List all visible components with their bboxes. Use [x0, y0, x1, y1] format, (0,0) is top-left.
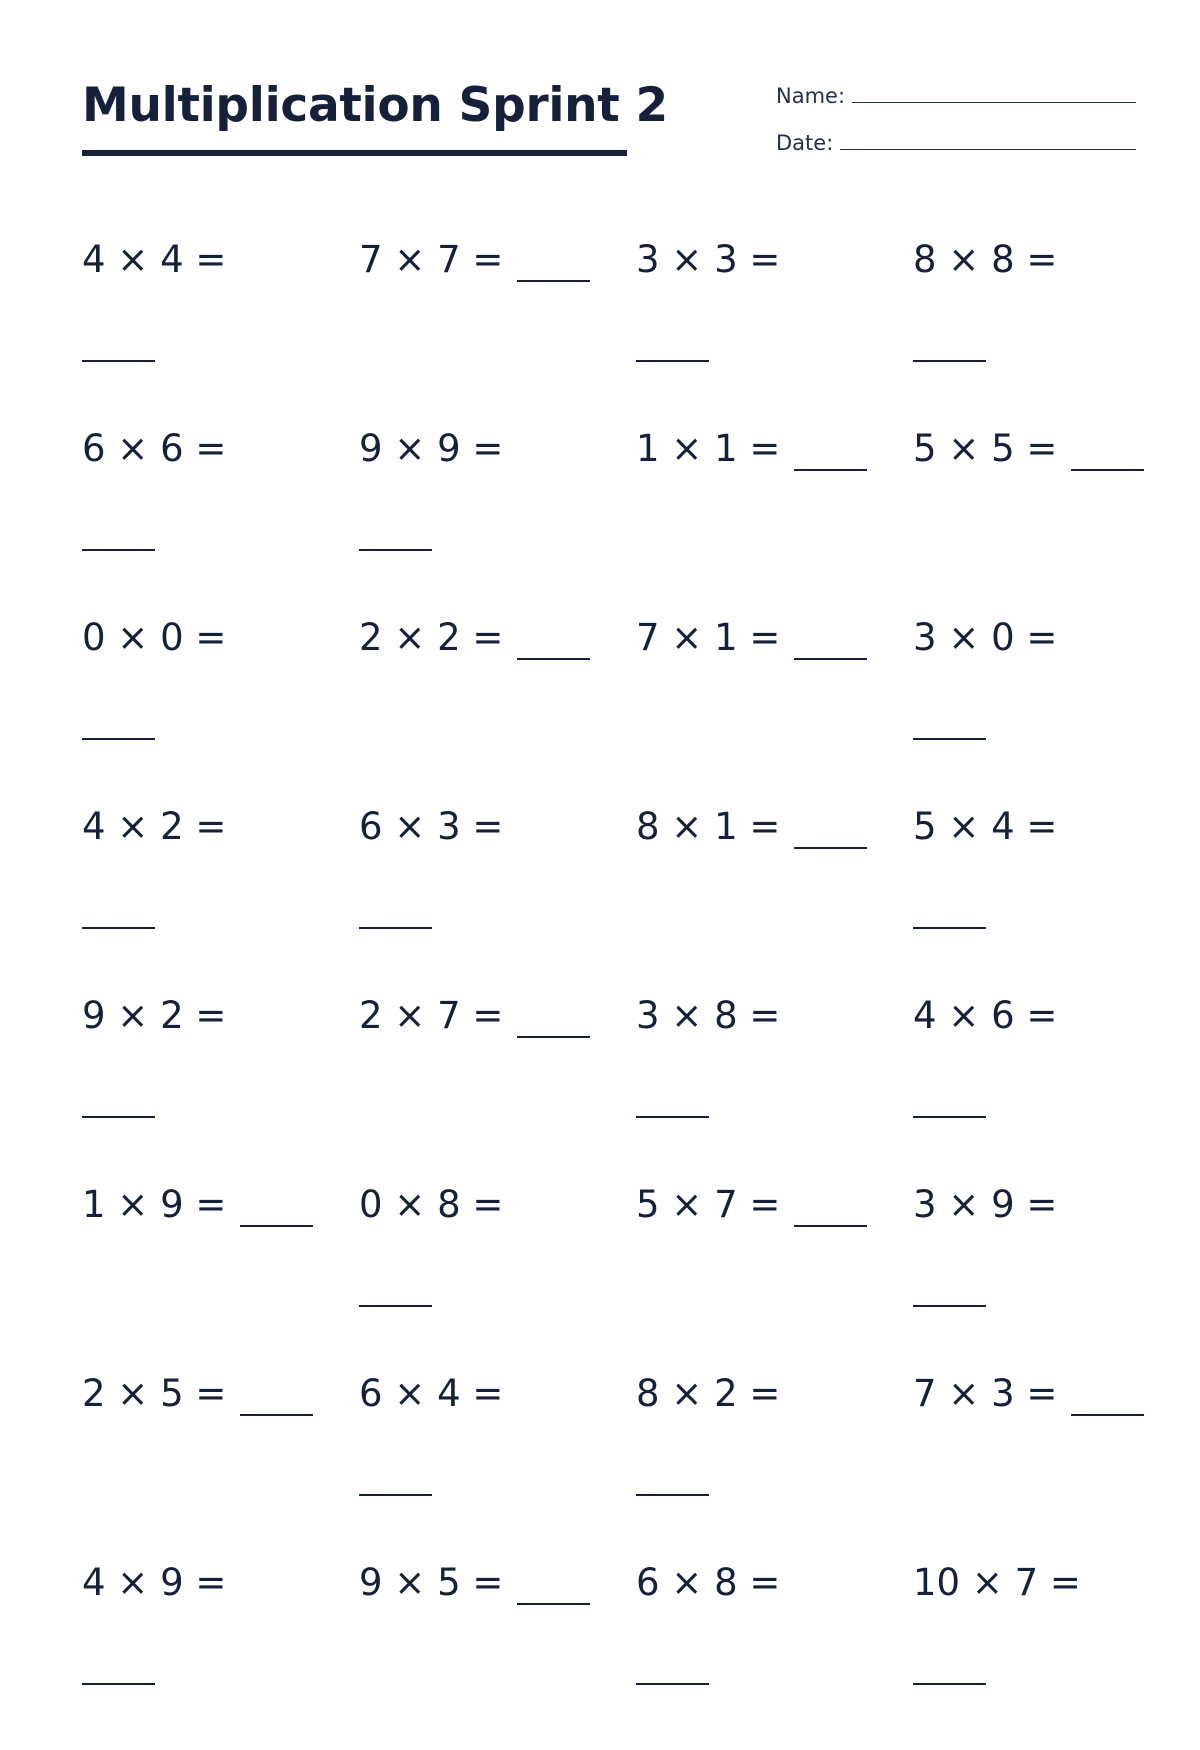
- problem: [82, 805, 322, 929]
- answer-blank[interactable]: [82, 897, 155, 929]
- answer-blank[interactable]: [240, 1195, 313, 1227]
- problem-cell: [359, 994, 599, 1144]
- answer-blank[interactable]: [913, 1653, 986, 1685]
- problem-row: [82, 805, 1142, 994]
- name-field[interactable]: [852, 82, 1136, 103]
- problem-cell: [636, 427, 876, 577]
- answer-blank[interactable]: [82, 519, 155, 551]
- problem-expression: 2 × 7 =: [359, 994, 504, 1037]
- problem-cell: [636, 1183, 876, 1333]
- problem-expression: 7 × 1 =: [636, 616, 781, 659]
- date-field[interactable]: [840, 129, 1136, 150]
- student-info: [776, 82, 1136, 176]
- problem: [636, 1183, 876, 1227]
- problem-cell: [359, 1372, 599, 1522]
- problem-row: [82, 427, 1142, 616]
- answer-blank[interactable]: [517, 1573, 590, 1605]
- problem-cell: [82, 994, 322, 1144]
- answer-blank[interactable]: [82, 1086, 155, 1118]
- problem-cell: [636, 238, 876, 388]
- problem-expression: 5 × 7 =: [636, 1183, 781, 1226]
- answer-blank[interactable]: [517, 250, 590, 282]
- problem-cell: [82, 1183, 322, 1333]
- problem-cell: [82, 238, 322, 388]
- answer-blank[interactable]: [1071, 1384, 1144, 1416]
- problem: [636, 238, 876, 362]
- date-row: [776, 129, 1136, 176]
- problem-expression: 1 × 9 =: [82, 1183, 227, 1226]
- problem-cell: [913, 1183, 1153, 1333]
- problem-cell: [636, 1561, 876, 1711]
- problem: [82, 1183, 322, 1227]
- problem-cell: [636, 1372, 876, 1522]
- problem-row: [82, 1372, 1142, 1561]
- answer-blank[interactable]: [1071, 439, 1144, 471]
- answer-blank[interactable]: [913, 708, 986, 740]
- problem-expression: 9 × 9 =: [359, 427, 504, 470]
- answer-blank[interactable]: [240, 1384, 313, 1416]
- problem: [82, 1561, 322, 1685]
- problem-expression: 7 × 7 =: [359, 238, 504, 281]
- problem: [913, 427, 1153, 471]
- problem-cell: [636, 994, 876, 1144]
- answer-blank[interactable]: [794, 1195, 867, 1227]
- answer-blank[interactable]: [913, 1275, 986, 1307]
- answer-blank[interactable]: [636, 1464, 709, 1496]
- problem-expression: 3 × 9 =: [913, 1183, 1058, 1226]
- problem-row: [82, 238, 1142, 427]
- problem-expression: 3 × 8 =: [636, 994, 781, 1037]
- problem-expression: 4 × 6 =: [913, 994, 1058, 1037]
- problem-expression: 2 × 2 =: [359, 616, 504, 659]
- problem-cell: [913, 1561, 1153, 1711]
- problem-expression: 9 × 5 =: [359, 1561, 504, 1604]
- problem-expression: 0 × 0 =: [82, 616, 227, 659]
- problem-expression: 9 × 2 =: [82, 994, 227, 1037]
- problem-cell: [913, 427, 1153, 577]
- problem: [82, 238, 322, 362]
- problem: [913, 1372, 1153, 1416]
- problem-expression: 6 × 4 =: [359, 1372, 504, 1415]
- problem-expression: 4 × 9 =: [82, 1561, 227, 1604]
- problem-cell: [359, 238, 599, 388]
- problem-row: [82, 1183, 1142, 1372]
- answer-blank[interactable]: [82, 1653, 155, 1685]
- problem-grid: [82, 238, 1142, 1750]
- problem-cell: [82, 1372, 322, 1522]
- problem: [636, 1372, 876, 1496]
- problem-cell: [636, 805, 876, 955]
- problem: [636, 805, 876, 849]
- answer-blank[interactable]: [636, 1653, 709, 1685]
- problem-expression: 10 × 7 =: [913, 1561, 1081, 1604]
- problem: [359, 427, 599, 551]
- problem: [913, 238, 1153, 362]
- problem: [82, 427, 322, 551]
- problem: [913, 1183, 1153, 1307]
- answer-blank[interactable]: [636, 1086, 709, 1118]
- answer-blank[interactable]: [913, 330, 986, 362]
- problem: [359, 994, 599, 1038]
- problem-cell: [359, 427, 599, 577]
- problem: [913, 994, 1153, 1118]
- problem-cell: [913, 238, 1153, 388]
- problem-row: [82, 994, 1142, 1183]
- problem-expression: 2 × 5 =: [82, 1372, 227, 1415]
- problem-expression: 0 × 8 =: [359, 1183, 504, 1226]
- problem: [636, 427, 876, 471]
- problem-row: [82, 1561, 1142, 1750]
- answer-blank[interactable]: [359, 1464, 432, 1496]
- worksheet-title: Multiplication Sprint 2: [82, 78, 668, 133]
- answer-blank[interactable]: [913, 897, 986, 929]
- problem-cell: [359, 616, 599, 766]
- problem: [913, 805, 1153, 929]
- problem: [913, 616, 1153, 740]
- problem-expression: 8 × 2 =: [636, 1372, 781, 1415]
- problem-row: [82, 616, 1142, 805]
- problem-expression: 3 × 3 =: [636, 238, 781, 281]
- answer-blank[interactable]: [794, 439, 867, 471]
- problem-cell: [82, 427, 322, 577]
- problem-cell: [82, 805, 322, 955]
- problem-cell: [913, 616, 1153, 766]
- answer-blank[interactable]: [794, 628, 867, 660]
- answer-blank[interactable]: [517, 1006, 590, 1038]
- problem-cell: [913, 805, 1153, 955]
- problem-expression: 5 × 4 =: [913, 805, 1058, 848]
- problem-cell: [636, 616, 876, 766]
- answer-blank[interactable]: [82, 708, 155, 740]
- problem-expression: 6 × 6 =: [82, 427, 227, 470]
- answer-blank[interactable]: [359, 1275, 432, 1307]
- problem-cell: [913, 1372, 1153, 1522]
- problem-cell: [82, 616, 322, 766]
- answer-blank[interactable]: [636, 330, 709, 362]
- problem-expression: 7 × 3 =: [913, 1372, 1058, 1415]
- problem-cell: [913, 994, 1153, 1144]
- problem-cell: [359, 1183, 599, 1333]
- problem: [82, 994, 322, 1118]
- date-label: Date:: [776, 131, 834, 155]
- problem-expression: 5 × 5 =: [913, 427, 1058, 470]
- problem: [82, 616, 322, 740]
- problem-expression: 6 × 3 =: [359, 805, 504, 848]
- problem-expression: 8 × 8 =: [913, 238, 1058, 281]
- problem: [359, 1372, 599, 1496]
- problem-expression: 4 × 4 =: [82, 238, 227, 281]
- problem: [636, 616, 876, 660]
- problem: [636, 1561, 876, 1685]
- problem: [359, 1183, 599, 1307]
- answer-blank[interactable]: [794, 817, 867, 849]
- problem: [82, 1372, 322, 1416]
- problem: [359, 1561, 599, 1605]
- title-underline: [82, 150, 627, 156]
- answer-blank[interactable]: [517, 628, 590, 660]
- problem-expression: 4 × 2 =: [82, 805, 227, 848]
- problem-expression: 3 × 0 =: [913, 616, 1058, 659]
- problem: [913, 1561, 1153, 1685]
- problem-expression: 1 × 1 =: [636, 427, 781, 470]
- problem-expression: 6 × 8 =: [636, 1561, 781, 1604]
- title-block: [82, 78, 668, 156]
- problem: [636, 994, 876, 1118]
- answer-blank[interactable]: [82, 330, 155, 362]
- answer-blank[interactable]: [359, 897, 432, 929]
- problem: [359, 238, 599, 282]
- problem-expression: 8 × 1 =: [636, 805, 781, 848]
- name-label: Name:: [776, 84, 846, 108]
- problem-cell: [359, 805, 599, 955]
- answer-blank[interactable]: [913, 1086, 986, 1118]
- problem-cell: [359, 1561, 599, 1711]
- problem: [359, 805, 599, 929]
- problem: [359, 616, 599, 660]
- name-row: [776, 82, 1136, 129]
- problem-cell: [82, 1561, 322, 1711]
- answer-blank[interactable]: [359, 519, 432, 551]
